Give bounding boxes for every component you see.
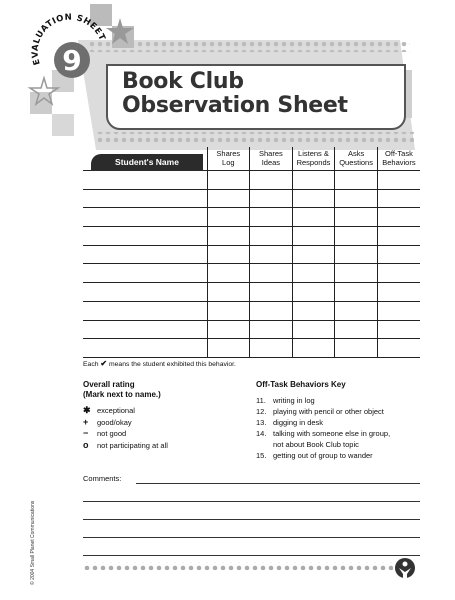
logo-icon [395,558,415,578]
observation-cell[interactable] [335,283,378,302]
observation-cell[interactable] [335,208,378,227]
observation-cell[interactable] [207,283,250,302]
key-item: 11. writing in log [256,396,315,405]
observation-cell[interactable] [377,227,420,246]
observation-cell[interactable] [250,320,293,339]
observation-cell[interactable] [250,208,293,227]
student-name-header-label: Student's Name [91,154,203,171]
observation-cell[interactable] [335,264,378,283]
table-row [83,320,420,339]
student-name-cell[interactable] [83,208,207,227]
observation-cell[interactable] [377,264,420,283]
observation-cell[interactable] [292,171,335,190]
observation-cell[interactable] [207,189,250,208]
observation-cell[interactable] [250,283,293,302]
key-item: not about Book Club topic [273,440,359,450]
minus-icon: − [83,428,89,439]
observation-cell[interactable] [335,320,378,339]
circle-icon: o [83,439,89,450]
table-row [83,339,420,358]
observation-cell[interactable] [377,283,420,302]
column-header-asks-questions: Asks Questions [335,147,378,171]
student-name-cell[interactable] [83,245,207,264]
observation-cell[interactable] [207,245,250,264]
title-line-2: Observation Sheet [122,93,348,118]
observation-cell[interactable] [207,339,250,358]
svg-text:9: 9 [62,44,82,77]
overall-rating-section [83,380,253,451]
observation-cell[interactable] [335,339,378,358]
comment-line[interactable] [83,537,420,538]
table-row [83,208,420,227]
asterisk-icon: ✱ [83,405,91,415]
rating-item-good: + good/okay [83,416,132,427]
observation-cell[interactable] [250,189,293,208]
observation-cell[interactable] [292,227,335,246]
student-name-cell[interactable] [83,301,207,320]
student-name-cell[interactable] [83,339,207,358]
key-item: 14. talking with someone else in group, [256,429,391,439]
rating-item-not-good: − not good [83,428,127,439]
key-item: 12. playing with pencil or other object [256,407,384,417]
table-row [83,283,420,302]
table-header-row [83,147,420,171]
student-name-cell[interactable] [83,283,207,302]
observation-cell[interactable] [292,245,335,264]
column-header-shares-ideas: Shares Ideas [250,147,293,171]
observation-cell[interactable] [377,301,420,320]
table-row [83,245,420,264]
comment-line[interactable] [83,501,420,502]
title-line-1: Book Club [122,69,244,94]
comment-line[interactable] [83,519,420,520]
observation-cell[interactable] [207,320,250,339]
observation-cell[interactable] [377,208,420,227]
evaluation-sheet-badge [30,10,110,88]
column-header-off-task: Off-Task Behaviors [377,147,420,171]
observation-cell[interactable] [292,301,335,320]
student-name-cell[interactable] [83,264,207,283]
key-item: 13. digging in desk [256,418,324,428]
observation-cell[interactable] [207,227,250,246]
observation-cell[interactable] [250,339,293,358]
student-name-cell[interactable] [83,227,207,246]
observation-cell[interactable] [292,208,335,227]
column-header-shares-log: Shares Log [207,147,250,171]
observation-cell[interactable] [335,301,378,320]
comment-line[interactable] [136,483,420,484]
key-item: 15. getting out of group to wander [256,451,373,461]
checkmark-note: Each ✔ means the student exhibited this behavior. [83,359,236,368]
rating-item-exceptional: ✱ exceptional [83,405,135,415]
observation-cell[interactable] [250,264,293,283]
observation-cell[interactable] [335,245,378,264]
table-row [83,171,420,190]
observation-cell[interactable] [377,189,420,208]
checkmark-icon: ✔ [100,359,108,368]
table-body [83,171,420,358]
student-name-cell[interactable] [83,320,207,339]
svg-text:EVALUATION SHEET: EVALUATION SHEET [30,12,107,67]
table-row [83,301,420,320]
plus-icon: + [83,416,89,427]
off-task-key-title: Off-Task Behaviors Key [256,380,346,389]
observation-cell[interactable] [207,264,250,283]
table-row [83,227,420,246]
student-name-header [83,147,207,171]
off-task-key-section [256,380,436,462]
observation-table [83,147,420,358]
copyright-text: © 2004 Small Planet Communications [30,500,36,585]
student-name-cell[interactable] [83,171,207,190]
observation-cell[interactable] [335,189,378,208]
observation-cell[interactable] [250,245,293,264]
rating-item-not-participating: o not participating at all [83,439,168,450]
observation-cell[interactable] [335,171,378,190]
observation-cell[interactable] [292,339,335,358]
observation-cell[interactable] [207,301,250,320]
column-header-listens-responds: Listens & Responds [292,147,335,171]
observation-cell[interactable] [377,320,420,339]
observation-cell[interactable] [207,171,250,190]
footer-filmstrip [83,556,423,586]
page-title [122,70,348,118]
observation-cell[interactable] [377,339,420,358]
observation-cell[interactable] [377,245,420,264]
observation-cell[interactable] [292,264,335,283]
observation-cell[interactable] [250,227,293,246]
observation-cell[interactable] [207,208,250,227]
table-row [83,264,420,283]
overall-rating-title: Overall rating (Mark next to name.) [83,380,161,399]
observation-cell[interactable] [292,189,335,208]
observation-cell[interactable] [335,227,378,246]
student-name-cell[interactable] [83,189,207,208]
observation-cell[interactable] [250,171,293,190]
observation-cell[interactable] [377,171,420,190]
comments-label: Comments: [83,474,122,483]
observation-cell[interactable] [250,301,293,320]
table-row [83,189,420,208]
observation-cell[interactable] [292,283,335,302]
observation-cell[interactable] [292,320,335,339]
